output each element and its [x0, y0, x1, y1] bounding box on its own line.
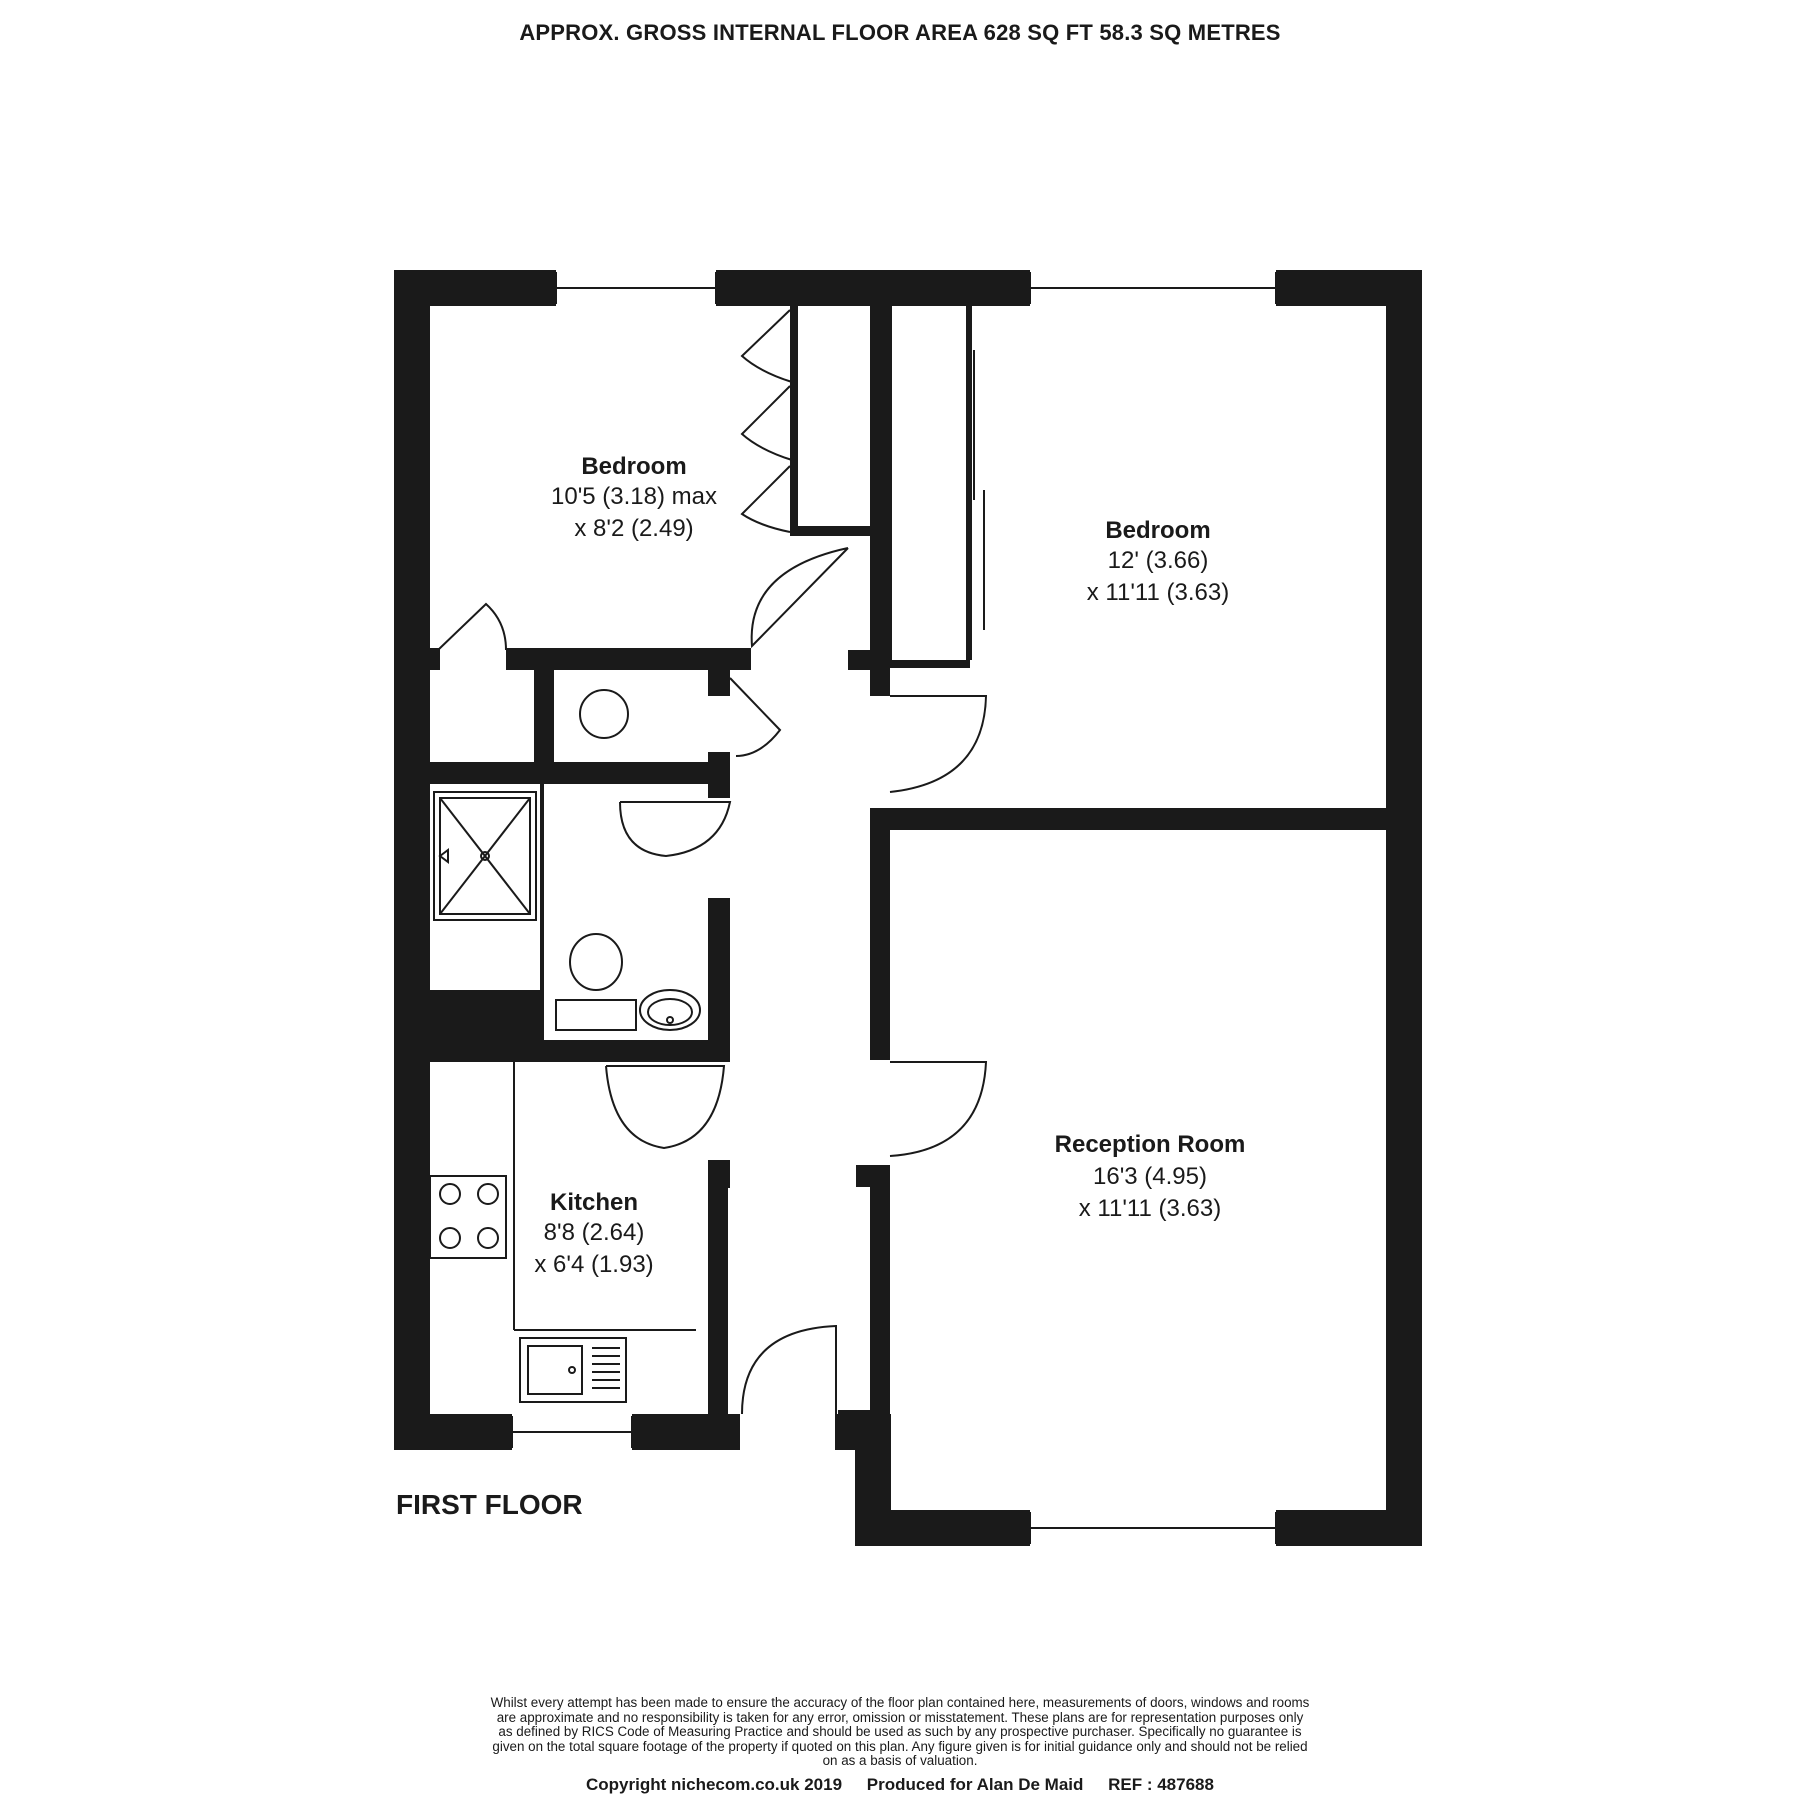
wardrobe-bedroom2: [890, 306, 984, 668]
disclaimer-line: given on the total square footage of the property if quoted on this plan. Any figure given is for initial guidance only and should not be relied: [492, 1738, 1308, 1754]
wall-bathroom-left-block: [430, 990, 540, 1040]
disclaimer-line: as defined by RICS Code of Measuring Practice and should be used as such by any prospective purchaser. Specifically no guarantee is: [498, 1724, 1302, 1740]
reception-dim-1: 16'3 (4.95): [1093, 1163, 1207, 1190]
wall-bedroom2-reception: [870, 808, 1422, 830]
disclaimer-line: Whilst every attempt has been made to ensure the accuracy of the floor plan contained here, measurements of doors, windows and rooms: [490, 1695, 1310, 1710]
tank-icon: [580, 690, 628, 738]
wall-kitchen-top: [430, 1040, 720, 1054]
wall-bedroom-divider-lower: [870, 650, 890, 696]
wall-reception-left-lower: [870, 1165, 890, 1415]
window-bedroom1: [556, 270, 716, 306]
basin-icon: [640, 990, 700, 1030]
bedroom1-door: [752, 548, 848, 646]
window-reception: [1030, 1510, 1276, 1546]
wall-right: [1386, 270, 1422, 1546]
sink-icon: [520, 1338, 626, 1402]
reference-text: REF : 487688: [1108, 1775, 1214, 1794]
entrance-door: [742, 1326, 836, 1414]
reception-name: Reception Room: [1054, 1131, 1246, 1158]
bedroom2-name: Bedroom: [1105, 517, 1211, 544]
wall-reception-left-upper: [870, 810, 890, 1060]
window-bedroom2: [1030, 270, 1276, 306]
floor-area-header: APPROX. GROSS INTERNAL FLOOR AREA 628 SQ FT 58.3 SQ METRES: [519, 20, 1281, 45]
disclaimer-line: are approximate and no responsibility is taken for any error, omission or misstatement. These plans are for representation purposes only: [496, 1709, 1304, 1725]
hob-icon: [430, 1176, 506, 1258]
bedroom2-door: [890, 696, 986, 792]
footer: [0, 1775, 1800, 1795]
cupboard-door-bedroom1: [438, 604, 506, 650]
wall-bedroom1-bottom-left: [430, 648, 440, 670]
wall-bathroom-right-upper: [708, 762, 730, 798]
shower-icon: [434, 792, 536, 920]
kitchen-dim-1: 8'8 (2.64): [543, 1219, 645, 1246]
reception-door: [890, 1062, 986, 1156]
wall-landing-cupboard-right: [708, 670, 730, 696]
wall-kitchen-right-lower: [708, 1170, 728, 1414]
wall-reception-lower-stub: [838, 1410, 890, 1446]
reception-dim-2: x 11'11 (3.63): [1078, 1195, 1222, 1222]
bedroom2-dim-2: x 11'11 (3.63): [1086, 579, 1230, 606]
walls: [394, 270, 1422, 1546]
wall-kitchen-bottom-right: [628, 1414, 740, 1450]
kitchen-name: Kitchen: [549, 1189, 639, 1216]
bathroom-door: [620, 802, 730, 856]
wall-cupboard-divider: [534, 670, 554, 762]
bedroom2-dim-1: 12' (3.66): [1107, 547, 1209, 574]
wall-bedroom1-bottom-right: [848, 650, 870, 670]
wall-bathroom-left-inner: [540, 784, 544, 1040]
landing-cupboard-door: [730, 678, 780, 756]
floor-label: FIRST FLOOR: [396, 1489, 583, 1520]
wall-bedroom1-bottom: [506, 648, 751, 670]
produced-for-text: Produced for Alan De Maid: [866, 1775, 1084, 1794]
wall-left: [394, 270, 430, 1450]
wardrobe-bedroom1: [742, 306, 870, 536]
toilet-icon: [556, 934, 636, 1030]
bedroom1-dim-1: 10'5 (3.18) max: [551, 483, 717, 510]
bedroom1-name: Bedroom: [581, 453, 687, 480]
kitchen-door: [606, 1066, 724, 1148]
wall-bathroom-top: [430, 762, 730, 784]
bedroom1-dim-2: x 8'2 (2.49): [574, 515, 694, 542]
disclaimer-line: on as a basis of valuation.: [822, 1753, 978, 1769]
window-kitchen: [512, 1414, 632, 1450]
disclaimer: [420, 1696, 1380, 1769]
kitchen-dim-2: x 6'4 (1.93): [534, 1251, 654, 1278]
wall-bedroom-divider: [870, 306, 892, 666]
wall-bathroom-right-lower: [708, 898, 730, 1062]
copyright-text: Copyright nichecom.co.uk 2019: [586, 1775, 843, 1794]
